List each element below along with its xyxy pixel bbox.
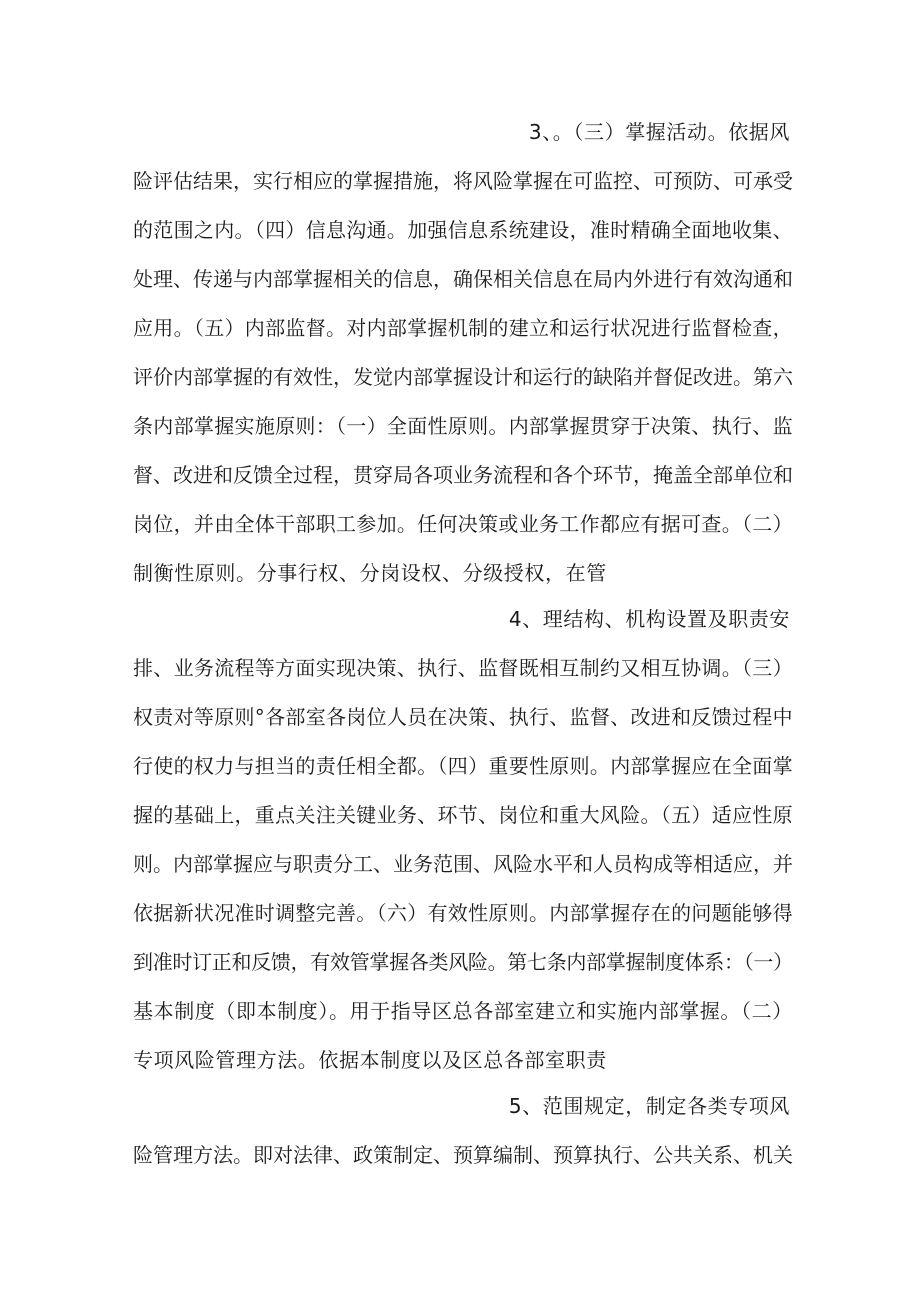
body-text-line: 评价内部掌握的有效性，发觉内部掌握设计和运行的缺陷并督促改进。第六 bbox=[133, 365, 793, 389]
body-text-line: 督、改进和反馈全过程，贯穿局各项业务流程和各个环节，掩盖全部单位和 bbox=[133, 463, 793, 487]
body-text-line: 应用。（五）内部监督。对内部掌握机制的建立和运行状况进行监督检查， bbox=[133, 316, 793, 340]
body-text-line: 行使的权力与担当的责任相全都。（四）重要性原则。内部掌握应在全面掌 bbox=[133, 754, 793, 778]
body-text-line: 岗位，并由全体干部职工参加。任何决策或业务工作都应有据可查。（二） bbox=[133, 512, 793, 536]
body-text-line: 排、业务流程等方面实现决策、执行、监督既相互制约又相互协调。（三） bbox=[133, 656, 793, 680]
body-text-line: 权责对等原则°各部室各岗位人员在决策、执行、监督、改进和反馈过程中 bbox=[133, 705, 793, 729]
body-text-line: 基本制度（即本制度）。用于指导区总各部室建立和实施内部掌握。（二） bbox=[133, 999, 793, 1023]
paragraph-4-heading-line: 4、理结构、机构设置及职责安 bbox=[508, 607, 790, 631]
body-text-line: 险评估结果，实行相应的掌握措施，将风险掌握在可监控、可预防、可承受 bbox=[133, 169, 793, 193]
body-text-line: 专项风险管理方法。依据本制度以及区总各部室职责 bbox=[133, 1048, 607, 1072]
body-text-line: 制衡性原则。分事行权、分岗设权、分级授权，在管 bbox=[133, 561, 607, 585]
body-text-line: 到准时订正和反馈，有效管掌握各类风险。第七条内部掌握制度体系：（一） bbox=[133, 950, 793, 974]
body-text-line: 则。内部掌握应与职责分工、业务范围、风险水平和人员构成等相适应，并 bbox=[133, 852, 793, 876]
paragraph-3-heading-line: 3、。（三）掌握活动。依据风 bbox=[528, 120, 790, 144]
body-text-line: 处理、传递与内部掌握相关的信息，确保相关信息在局内外进行有效沟通和 bbox=[133, 267, 793, 291]
body-text-line: 的范围之内。（四）信息沟通。加强信息系统建设，准时精确全面地收集、 bbox=[133, 218, 793, 242]
body-text-line: 险管理方法。即对法律、政策制定、预算编制、预算执行、公共关系、机关 bbox=[133, 1143, 793, 1167]
body-text-line: 依据新状况准时调整完善。（六）有效性原则。内部掌握存在的问题能够得 bbox=[133, 901, 793, 925]
body-text-line: 条内部掌握实施原则：（一）全面性原则。内部掌握贯穿于决策、执行、监 bbox=[133, 414, 793, 438]
paragraph-5-heading-line: 5、范围规定，制定各类专项风 bbox=[508, 1094, 790, 1118]
body-text-line: 握的基础上，重点关注关键业务、环节、岗位和重大风险。（五）适应性原 bbox=[133, 803, 793, 827]
